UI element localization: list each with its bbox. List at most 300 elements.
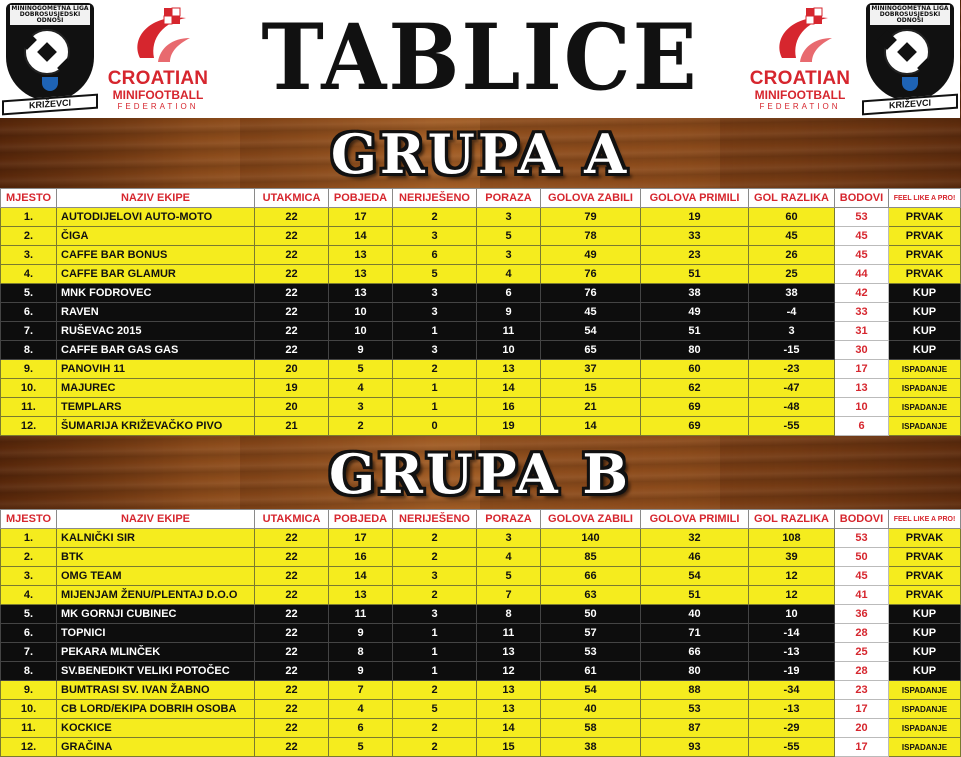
team-name-cell: TEMPLARS (57, 398, 255, 417)
goal-diff-cell: -29 (749, 719, 835, 738)
place-cell: 3. (1, 246, 57, 265)
federation-logo (740, 4, 860, 114)
pts-header: BODOVI (835, 510, 889, 529)
goals-against-cell: 49 (641, 303, 749, 322)
draw-cell: 3 (393, 227, 477, 246)
lost-cell: 13 (477, 360, 541, 379)
team-name-cell: RAVEN (57, 303, 255, 322)
status-cell: ISPADANJE (889, 360, 961, 379)
place-cell: 9. (1, 360, 57, 379)
lost-cell: 3 (477, 529, 541, 548)
lost-cell: 5 (477, 227, 541, 246)
status-cell: KUP (889, 662, 961, 681)
gd-header: GOL RAZLIKA (749, 189, 835, 208)
points-cell: 13 (835, 379, 889, 398)
team-name-cell: CAFFE BAR GAS GAS (57, 341, 255, 360)
goal-diff-cell: -19 (749, 662, 835, 681)
team-name-cell: MIJENJAM ŽENU/PLENTAJ D.O.O (57, 586, 255, 605)
draw-cell: 3 (393, 341, 477, 360)
lost-cell: 4 (477, 265, 541, 284)
team-name-cell: TOPNICI (57, 624, 255, 643)
status-cell: PRVAK (889, 567, 961, 586)
ga-header: GOLOVA PRIMILI (641, 510, 749, 529)
played-cell: 22 (255, 246, 329, 265)
points-cell: 45 (835, 246, 889, 265)
status-cell: PRVAK (889, 265, 961, 284)
league-logo-bottom-text: KRIŽEVCI (862, 94, 958, 116)
gd-header: GOL RAZLIKA (749, 510, 835, 529)
place-cell: 8. (1, 341, 57, 360)
status-cell: PRVAK (889, 208, 961, 227)
table-row (1, 322, 961, 341)
status-cell: PRVAK (889, 246, 961, 265)
draw-cell: 2 (393, 529, 477, 548)
draw-cell: 1 (393, 379, 477, 398)
won-cell: 6 (329, 719, 393, 738)
played-cell: 22 (255, 227, 329, 246)
table-row (1, 246, 961, 265)
table-row (1, 341, 961, 360)
won-header: POBJEDA (329, 189, 393, 208)
played-cell: 22 (255, 548, 329, 567)
table-row (1, 624, 961, 643)
status-cell: KUP (889, 341, 961, 360)
table-row (1, 643, 961, 662)
goals-against-cell: 51 (641, 586, 749, 605)
status-cell: ISPADANJE (889, 417, 961, 436)
table-row (1, 605, 961, 624)
federation-name-line1: CROATIAN (107, 68, 209, 89)
draw-cell: 3 (393, 605, 477, 624)
goals-against-cell: 88 (641, 681, 749, 700)
place-cell: 5. (1, 284, 57, 303)
draw-cell: 5 (393, 700, 477, 719)
league-logo (862, 3, 958, 113)
won-cell: 13 (329, 586, 393, 605)
league-logo-bottom-text: KRIŽEVCI (2, 94, 98, 116)
won-cell: 16 (329, 548, 393, 567)
team-name-cell: BUMTRASI SV. IVAN ŽABNO (57, 681, 255, 700)
points-cell: 45 (835, 227, 889, 246)
football-icon (24, 29, 70, 75)
team-header: NAZIV EKIPE (57, 189, 255, 208)
status-cell: ISPADANJE (889, 719, 961, 738)
won-cell: 14 (329, 227, 393, 246)
goals-against-cell: 32 (641, 529, 749, 548)
goal-diff-cell: 38 (749, 284, 835, 303)
points-cell: 17 (835, 738, 889, 757)
goal-diff-cell: -55 (749, 417, 835, 436)
won-header: POBJEDA (329, 510, 393, 529)
points-cell: 33 (835, 303, 889, 322)
swoosh-icon (120, 8, 194, 66)
team-name-cell: CB LORD/EKIPA DOBRIH OSOBA (57, 700, 255, 719)
goals-for-cell: 38 (541, 738, 641, 757)
lost-cell: 15 (477, 738, 541, 757)
team-name-cell: CAFFE BAR BONUS (57, 246, 255, 265)
goals-against-cell: 51 (641, 322, 749, 341)
goal-diff-cell: -34 (749, 681, 835, 700)
team-name-cell: AUTODIJELOVI AUTO-MOTO (57, 208, 255, 227)
lost-cell: 11 (477, 624, 541, 643)
goals-for-cell: 76 (541, 265, 641, 284)
status-cell: ISPADANJE (889, 738, 961, 757)
lost-cell: 5 (477, 567, 541, 586)
won-cell: 9 (329, 341, 393, 360)
goal-diff-cell: 45 (749, 227, 835, 246)
won-cell: 10 (329, 303, 393, 322)
goals-for-cell: 49 (541, 246, 641, 265)
played-cell: 22 (255, 265, 329, 284)
draw-cell: 1 (393, 662, 477, 681)
goal-diff-cell: 3 (749, 322, 835, 341)
won-cell: 9 (329, 662, 393, 681)
place-cell: 10. (1, 700, 57, 719)
place-cell: 2. (1, 227, 57, 246)
goals-for-cell: 53 (541, 643, 641, 662)
points-cell: 28 (835, 624, 889, 643)
status-cell: ISPADANJE (889, 379, 961, 398)
draw-header: NERIJEŠENO (393, 189, 477, 208)
team-name-cell: OMG TEAM (57, 567, 255, 586)
lost-cell: 9 (477, 303, 541, 322)
played-cell: 22 (255, 681, 329, 700)
points-cell: 30 (835, 341, 889, 360)
draw-cell: 3 (393, 303, 477, 322)
team-name-cell: PEKARA MLINČEK (57, 643, 255, 662)
team-header: NAZIV EKIPE (57, 510, 255, 529)
place-cell: 1. (1, 208, 57, 227)
lost-cell: 19 (477, 417, 541, 436)
draw-cell: 3 (393, 284, 477, 303)
goals-against-cell: 60 (641, 360, 749, 379)
table-row (1, 417, 961, 436)
goal-diff-cell: -15 (749, 341, 835, 360)
table-row (1, 265, 961, 284)
points-cell: 28 (835, 662, 889, 681)
goals-for-cell: 54 (541, 322, 641, 341)
points-cell: 53 (835, 529, 889, 548)
won-cell: 5 (329, 738, 393, 757)
status-cell: PRVAK (889, 586, 961, 605)
status-cell: KUP (889, 605, 961, 624)
won-cell: 14 (329, 567, 393, 586)
lost-cell: 13 (477, 681, 541, 700)
goal-diff-cell: -23 (749, 360, 835, 379)
lost-cell: 12 (477, 662, 541, 681)
played-cell: 22 (255, 662, 329, 681)
place-header: MJESTO (1, 189, 57, 208)
table-row (1, 700, 961, 719)
gf-header: GOLOVA ZABILI (541, 510, 641, 529)
place-cell: 12. (1, 738, 57, 757)
league-logo (2, 3, 98, 113)
goals-for-cell: 78 (541, 227, 641, 246)
points-cell: 31 (835, 322, 889, 341)
goal-diff-cell: -55 (749, 738, 835, 757)
team-name-cell: MAJUREC (57, 379, 255, 398)
table-row (1, 284, 961, 303)
won-cell: 9 (329, 624, 393, 643)
draw-cell: 2 (393, 208, 477, 227)
goals-against-cell: 62 (641, 379, 749, 398)
goals-against-cell: 51 (641, 265, 749, 284)
table-row (1, 379, 961, 398)
lost-cell: 4 (477, 548, 541, 567)
place-cell: 4. (1, 586, 57, 605)
table-row (1, 586, 961, 605)
goals-against-cell: 23 (641, 246, 749, 265)
table-row (1, 681, 961, 700)
goals-for-cell: 21 (541, 398, 641, 417)
played-cell: 22 (255, 567, 329, 586)
played-cell: 22 (255, 208, 329, 227)
place-cell: 4. (1, 265, 57, 284)
team-name-cell: CAFFE BAR GLAMUR (57, 265, 255, 284)
played-cell: 22 (255, 303, 329, 322)
page-title: TABLICE (261, 3, 699, 111)
table-row (1, 360, 961, 379)
place-cell: 6. (1, 624, 57, 643)
draw-cell: 2 (393, 360, 477, 379)
league-logo-top-text: MININOGOMETNA LIGA DOBROSUSJEDSKI ODNOSI (871, 5, 949, 24)
goals-against-cell: 80 (641, 662, 749, 681)
place-cell: 1. (1, 529, 57, 548)
place-cell: 5. (1, 605, 57, 624)
table-row (1, 662, 961, 681)
goal-diff-cell: -14 (749, 624, 835, 643)
team-name-cell: KALNIČKI SIR (57, 529, 255, 548)
lost-cell: 8 (477, 605, 541, 624)
place-cell: 3. (1, 567, 57, 586)
won-cell: 3 (329, 398, 393, 417)
table-header-row (1, 510, 961, 529)
goals-for-cell: 15 (541, 379, 641, 398)
goals-against-cell: 71 (641, 624, 749, 643)
table-row (1, 719, 961, 738)
status-cell: ISPADANJE (889, 681, 961, 700)
federation-name-line3: FEDERATION (759, 102, 841, 111)
place-cell: 8. (1, 662, 57, 681)
lost-cell: 13 (477, 700, 541, 719)
goal-diff-cell: 25 (749, 265, 835, 284)
group-b-title: GRUPA B (328, 442, 632, 506)
lost-cell: 16 (477, 398, 541, 417)
goal-diff-cell: 60 (749, 208, 835, 227)
status-cell: PRVAK (889, 529, 961, 548)
table-row (1, 398, 961, 417)
table-row (1, 548, 961, 567)
played-cell: 22 (255, 738, 329, 757)
points-cell: 6 (835, 417, 889, 436)
goals-for-cell: 58 (541, 719, 641, 738)
status-cell: PRVAK (889, 548, 961, 567)
goals-for-cell: 65 (541, 341, 641, 360)
draw-cell: 1 (393, 643, 477, 662)
lost-cell: 3 (477, 208, 541, 227)
goals-against-cell: 38 (641, 284, 749, 303)
lost-cell: 10 (477, 341, 541, 360)
won-cell: 17 (329, 529, 393, 548)
status-cell: ISPADANJE (889, 700, 961, 719)
goal-diff-cell: 12 (749, 586, 835, 605)
goals-against-cell: 54 (641, 567, 749, 586)
goals-against-cell: 87 (641, 719, 749, 738)
played-cell: 22 (255, 529, 329, 548)
won-cell: 7 (329, 681, 393, 700)
lost-cell: 13 (477, 643, 541, 662)
federation-name-line1: CROATIAN (749, 68, 851, 89)
points-cell: 25 (835, 643, 889, 662)
goals-for-cell: 76 (541, 284, 641, 303)
played-cell: 20 (255, 360, 329, 379)
header-banner (0, 0, 960, 118)
lost-header: PORAZA (477, 510, 541, 529)
draw-cell: 2 (393, 738, 477, 757)
federation-name-line2: MINIFOOTBALL (754, 88, 846, 102)
goals-for-cell: 14 (541, 417, 641, 436)
lost-cell: 14 (477, 379, 541, 398)
points-cell: 41 (835, 586, 889, 605)
group-a-title: GRUPA A (330, 122, 630, 186)
team-name-cell: ČIGA (57, 227, 255, 246)
goals-for-cell: 140 (541, 529, 641, 548)
federation-name-line3: FEDERATION (117, 102, 199, 111)
points-cell: 20 (835, 719, 889, 738)
goals-for-cell: 45 (541, 303, 641, 322)
goal-diff-cell: 26 (749, 246, 835, 265)
played-cell: 22 (255, 700, 329, 719)
place-cell: 7. (1, 643, 57, 662)
lost-cell: 11 (477, 322, 541, 341)
goal-diff-cell: 108 (749, 529, 835, 548)
goal-diff-cell: 10 (749, 605, 835, 624)
played-cell: 20 (255, 398, 329, 417)
draw-cell: 5 (393, 265, 477, 284)
goals-for-cell: 66 (541, 567, 641, 586)
goals-for-cell: 79 (541, 208, 641, 227)
place-cell: 11. (1, 398, 57, 417)
table-row (1, 738, 961, 757)
status-cell: KUP (889, 624, 961, 643)
table-row (1, 567, 961, 586)
won-cell: 8 (329, 643, 393, 662)
team-name-cell: SV.BENEDIKT VELIKI POTOČEC (57, 662, 255, 681)
played-cell: 22 (255, 719, 329, 738)
played-cell: 22 (255, 322, 329, 341)
won-cell: 13 (329, 246, 393, 265)
points-cell: 45 (835, 567, 889, 586)
status-cell: KUP (889, 284, 961, 303)
goals-for-cell: 61 (541, 662, 641, 681)
status-cell: KUP (889, 303, 961, 322)
won-cell: 5 (329, 360, 393, 379)
federation-logo (98, 4, 218, 114)
goals-against-cell: 69 (641, 398, 749, 417)
goals-for-cell: 63 (541, 586, 641, 605)
points-cell: 10 (835, 398, 889, 417)
table-header-row (1, 189, 961, 208)
played-cell: 21 (255, 417, 329, 436)
played-cell: 22 (255, 284, 329, 303)
team-name-cell: RUŠEVAC 2015 (57, 322, 255, 341)
lost-cell: 14 (477, 719, 541, 738)
pts-header: BODOVI (835, 189, 889, 208)
lost-header: PORAZA (477, 189, 541, 208)
goal-diff-cell: 39 (749, 548, 835, 567)
played-header: UTAKMICA (255, 510, 329, 529)
league-logo-top-text: MININOGOMETNA LIGA DOBROSUSJEDSKI ODNOSI (11, 5, 89, 24)
played-cell: 22 (255, 624, 329, 643)
goals-for-cell: 40 (541, 700, 641, 719)
points-cell: 17 (835, 700, 889, 719)
team-name-cell: GRAČINA (57, 738, 255, 757)
goals-for-cell: 85 (541, 548, 641, 567)
lost-cell: 6 (477, 284, 541, 303)
place-cell: 2. (1, 548, 57, 567)
football-icon (884, 29, 930, 75)
table-row (1, 529, 961, 548)
won-cell: 2 (329, 417, 393, 436)
won-cell: 4 (329, 700, 393, 719)
won-cell: 4 (329, 379, 393, 398)
won-cell: 17 (329, 208, 393, 227)
goal-diff-cell: -4 (749, 303, 835, 322)
federation-name-line2: MINIFOOTBALL (112, 88, 204, 102)
lost-cell: 3 (477, 246, 541, 265)
gf-header: GOLOVA ZABILI (541, 189, 641, 208)
team-name-cell: MK GORNJI CUBINEC (57, 605, 255, 624)
place-cell: 9. (1, 681, 57, 700)
status-header: FEEL LIKE A PRO! (889, 189, 961, 208)
goal-diff-cell: -48 (749, 398, 835, 417)
won-cell: 13 (329, 284, 393, 303)
won-cell: 10 (329, 322, 393, 341)
draw-cell: 2 (393, 548, 477, 567)
team-name-cell: BTK (57, 548, 255, 567)
goals-against-cell: 40 (641, 605, 749, 624)
lost-cell: 7 (477, 586, 541, 605)
played-cell: 22 (255, 586, 329, 605)
goals-for-cell: 57 (541, 624, 641, 643)
place-cell: 10. (1, 379, 57, 398)
status-cell: KUP (889, 322, 961, 341)
table-row (1, 227, 961, 246)
goals-against-cell: 69 (641, 417, 749, 436)
team-name-cell: KOCKICE (57, 719, 255, 738)
status-cell: PRVAK (889, 227, 961, 246)
draw-cell: 6 (393, 246, 477, 265)
goals-against-cell: 80 (641, 341, 749, 360)
draw-cell: 0 (393, 417, 477, 436)
goal-diff-cell: -13 (749, 643, 835, 662)
group-a-table (0, 188, 961, 436)
draw-cell: 2 (393, 681, 477, 700)
goals-for-cell: 37 (541, 360, 641, 379)
place-cell: 7. (1, 322, 57, 341)
points-cell: 17 (835, 360, 889, 379)
goal-diff-cell: 12 (749, 567, 835, 586)
place-cell: 12. (1, 417, 57, 436)
status-cell: ISPADANJE (889, 398, 961, 417)
draw-cell: 1 (393, 624, 477, 643)
goals-against-cell: 66 (641, 643, 749, 662)
played-cell: 22 (255, 643, 329, 662)
points-cell: 23 (835, 681, 889, 700)
table-row (1, 303, 961, 322)
draw-cell: 1 (393, 398, 477, 417)
won-cell: 11 (329, 605, 393, 624)
